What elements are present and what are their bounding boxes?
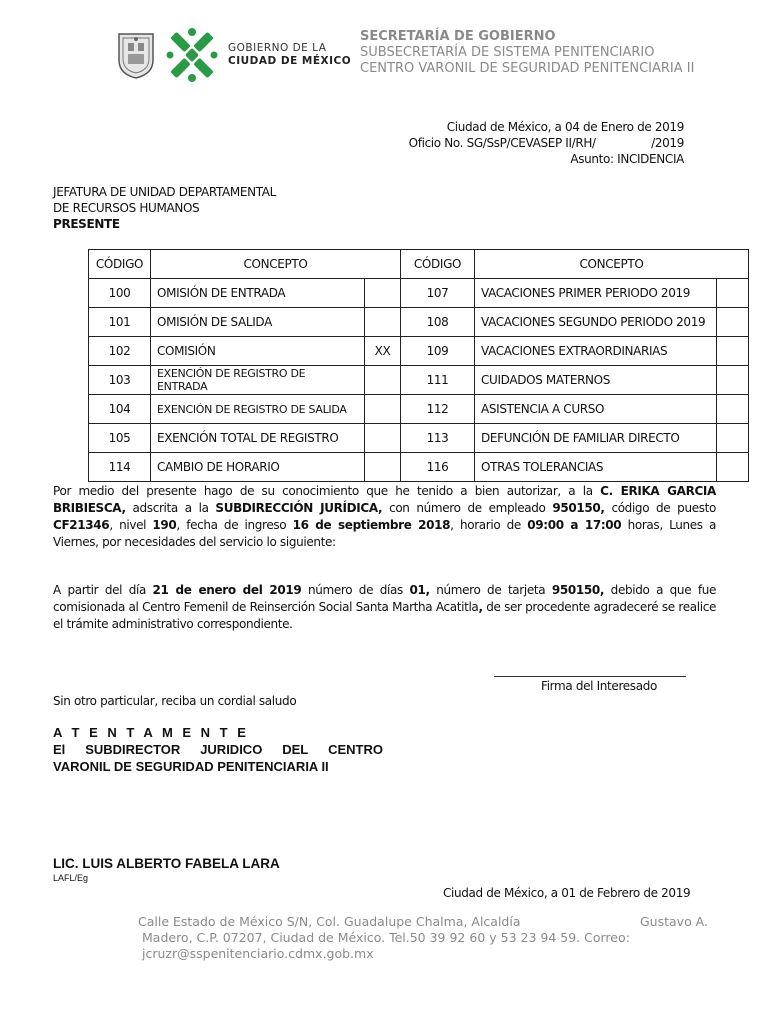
- bold-text: 190: [152, 518, 177, 532]
- coat-of-arms-icon: [116, 30, 156, 80]
- table-row: [89, 395, 749, 424]
- table-row: [89, 308, 749, 337]
- bold-text: 09:00 a 17:00: [527, 518, 622, 532]
- text-run: debido a que fue comisionada al Centro Femenil de Reinserción Social Santa Martha Acatitla: [53, 583, 716, 614]
- bold-text: C. ERIKA GARCIA BRIBIESCA,: [53, 484, 716, 515]
- mark-cell: [365, 279, 401, 308]
- center-name: CENTRO VARONIL DE SEGURIDAD PENITENCIARIA II: [360, 61, 695, 76]
- bold-text: 01,: [409, 583, 430, 597]
- text-run: adscrita a la: [125, 501, 216, 515]
- title-word: DEL: [282, 742, 309, 757]
- concept-cell: EXENCIÓN DE REGISTRO DE ENTRADA: [151, 366, 365, 395]
- signature-line: [494, 676, 686, 677]
- bold-text: CF21346: [53, 518, 110, 532]
- farewell-text: Sin otro particular, reciba un cordial saludo: [53, 694, 297, 708]
- paragraph-authorization: [53, 483, 716, 551]
- concept-cell: CAMBIO DE HORARIO: [151, 453, 365, 482]
- footer-line-2: Madero, C.P. 07207, Ciudad de México. Tel.50 39 92 60 y 53 23 94 59. Correo:: [142, 930, 630, 945]
- bold-text: 16 de septiembre 2018: [292, 518, 451, 532]
- reference-initials: LAFL/Eg: [53, 873, 89, 883]
- code-cell: 101: [89, 308, 151, 337]
- mark-cell: [717, 453, 749, 482]
- signer-title-line-1: [53, 741, 383, 758]
- title-word: JURIDICO: [200, 742, 263, 757]
- title-word: SUBDIRECTOR: [85, 742, 181, 757]
- concept-cell: OMISIÓN DE ENTRADA: [151, 279, 365, 308]
- header-codigo-2: CÓDIGO: [401, 250, 475, 279]
- oficio-number: Oficio No. SG/SsP/CEVASEP II/RH/ /2019: [408, 136, 684, 150]
- mark-cell: [365, 424, 401, 453]
- footer-address: [138, 914, 708, 962]
- code-cell: 107: [401, 279, 475, 308]
- title-word: El: [53, 742, 66, 757]
- text-run: , horario de: [450, 518, 528, 532]
- footer-line-1: Calle Estado de México S/N, Col. Guadalupe Chalma, Alcaldía: [138, 914, 521, 929]
- mark-cell: [365, 308, 401, 337]
- concept-cell: OMISIÓN DE SALIDA: [151, 308, 365, 337]
- code-cell: 113: [401, 424, 475, 453]
- footer-email: jcruzr@sspenitenciario.cdmx.gob.mx: [142, 946, 374, 961]
- text-run: con número de empleado: [382, 501, 553, 515]
- code-cell: 102: [89, 337, 151, 366]
- title-word: CENTRO: [328, 742, 383, 757]
- text-run: , nivel: [109, 518, 153, 532]
- code-cell: 109: [401, 337, 475, 366]
- subsecretariat-name: SUBSECRETARÍA DE SISTEMA PENITENCIARIO: [360, 45, 655, 60]
- concept-cell: EXENCIÓN TOTAL DE REGISTRO: [151, 424, 365, 453]
- atentamente-heading: A T E N T A M E N T E: [53, 725, 249, 740]
- signature-label: Firma del Interesado: [541, 679, 657, 693]
- code-cell: 114: [89, 453, 151, 482]
- header-codigo-1: CÓDIGO: [89, 250, 151, 279]
- recipient-line-2: DE RECURSOS HUMANOS: [53, 201, 200, 215]
- concept-cell: VACACIONES SEGUNDO PERIODO 2019: [475, 308, 717, 337]
- concept-cell: VACACIONES EXTRAORDINARIAS: [475, 337, 717, 366]
- mark-cell: [717, 395, 749, 424]
- signer-name: LIC. LUIS ALBERTO FABELA LARA: [53, 856, 280, 871]
- bold-text: 950150,: [552, 501, 605, 515]
- mark-cell: [365, 453, 401, 482]
- signer-title: [53, 741, 383, 775]
- text-run: de ser procedente agradeceré se realice el trámite administrativo correspondiente.: [53, 600, 716, 631]
- concept-cell: VACACIONES PRIMER PERIODO 2019: [475, 279, 717, 308]
- place-date: Ciudad de México, a 04 de Enero de 2019: [446, 120, 684, 134]
- text-run: Por medio del presente hago de su conocimiento que he tenido a bien autorizar, a la: [53, 484, 601, 498]
- mark-cell: [365, 366, 401, 395]
- table-header-row: [89, 250, 749, 279]
- paragraph-details: [53, 582, 716, 633]
- secretariat-block: [360, 29, 694, 77]
- code-cell: 111: [401, 366, 475, 395]
- text-run: A partir del día: [53, 583, 153, 597]
- concept-cell: CUIDADOS MATERNOS: [475, 366, 717, 395]
- table-row: [89, 337, 749, 366]
- recipient-presente: PRESENTE: [53, 217, 120, 231]
- recipient-line-1: JEFATURA DE UNIDAD DEPARTAMENTAL: [53, 185, 276, 199]
- text-run: , fecha de ingreso: [176, 518, 293, 532]
- code-cell: 100: [89, 279, 151, 308]
- header-concepto-2: CONCEPTO: [475, 250, 749, 279]
- code-cell: 103: [89, 366, 151, 395]
- text-run: número de días: [301, 583, 410, 597]
- concept-cell: ASISTENCIA A CURSO: [475, 395, 717, 424]
- mark-cell: [365, 395, 401, 424]
- gov-line-1: GOBIERNO DE LA: [228, 42, 327, 54]
- concept-cell: COMISIÓN: [151, 337, 365, 366]
- bold-text: 21 de enero del 2019: [152, 583, 302, 597]
- table-row: [89, 424, 749, 453]
- bold-text: ,: [478, 600, 483, 614]
- mark-cell: [717, 279, 749, 308]
- text-run: número de tarjeta: [429, 583, 552, 597]
- incidence-codes-table: [88, 249, 749, 482]
- code-cell: 112: [401, 395, 475, 424]
- text-run: código de puesto: [604, 501, 716, 515]
- mark-cell: [717, 308, 749, 337]
- concept-cell: DEFUNCIÓN DE FAMILIAR DIRECTO: [475, 424, 717, 453]
- mark-cell: [717, 337, 749, 366]
- code-cell: 116: [401, 453, 475, 482]
- code-cell: 105: [89, 424, 151, 453]
- table-row: [89, 366, 749, 395]
- gov-line-2: CIUDAD DE MÉXICO: [228, 55, 352, 67]
- bold-text: SUBDIRECCIÓN JURÍDICA,: [215, 501, 383, 515]
- subject-line: Asunto: INCIDENCIA: [570, 152, 684, 166]
- code-cell: 104: [89, 395, 151, 424]
- text-run: horas, Lunes a Viernes, por necesidades del servicio lo siguiente:: [53, 518, 716, 549]
- mark-cell: XX: [365, 337, 401, 366]
- table-row: [89, 453, 749, 482]
- mark-cell: [717, 366, 749, 395]
- closing-date: Ciudad de México, a 01 de Febrero de 2019: [443, 886, 691, 900]
- government-name: [228, 42, 351, 68]
- code-cell: 108: [401, 308, 475, 337]
- concept-cell: EXENCIÓN DE REGISTRO DE SALIDA: [151, 395, 365, 424]
- table-row: [89, 279, 749, 308]
- cdmx-logo-icon: [166, 26, 218, 84]
- header-concepto-1: CONCEPTO: [151, 250, 401, 279]
- signer-title-line-2: VARONIL DE SEGURIDAD PENITENCIARIA II: [53, 759, 329, 774]
- secretariat-name: SECRETARÍA DE GOBIERNO: [360, 29, 556, 44]
- bold-text: 950150,: [551, 583, 605, 597]
- mark-cell: [717, 424, 749, 453]
- concept-cell: OTRAS TOLERANCIAS: [475, 453, 717, 482]
- footer-line-1-right: Gustavo A.: [639, 914, 708, 929]
